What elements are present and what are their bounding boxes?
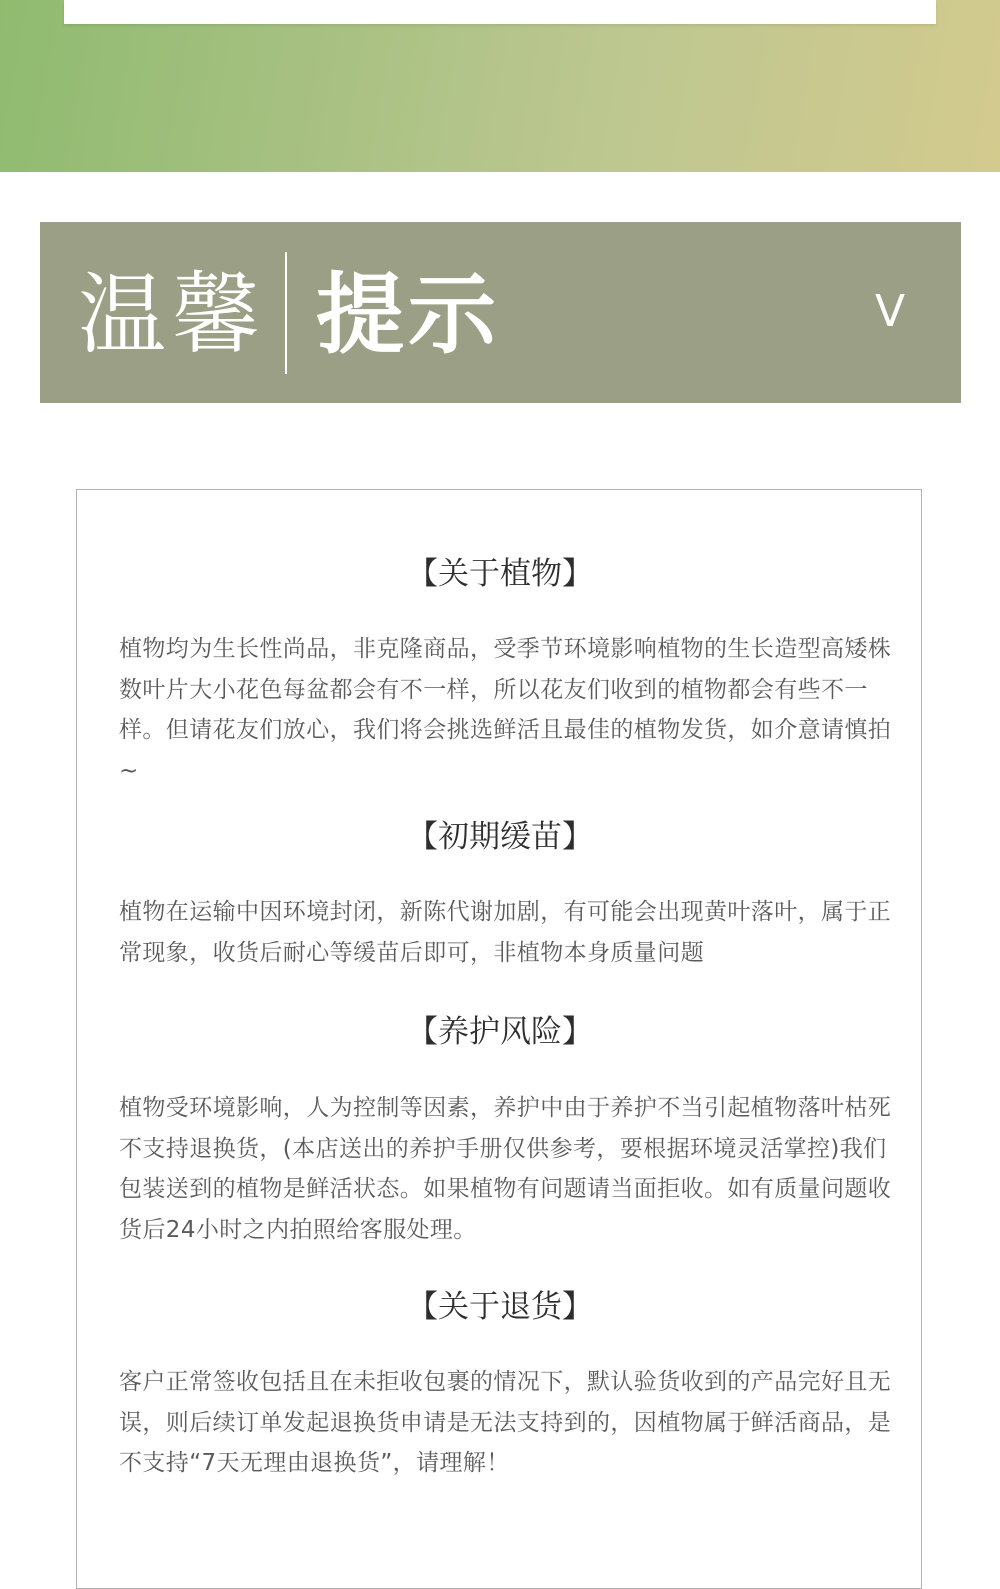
section-body-about-plants: 植物均为生长性尚品，非克隆商品，受季节环境影响植物的生长造型高矮株数叶片大小花色每盆都会有不一样，所以花友们收到的植物都会有些不一样。但请花友们放心，我们将会挑选鲜活且最佳的植物发货，如介意请慎拍~ [119, 636, 892, 784]
banner-divider [285, 252, 287, 374]
tips-banner [40, 222, 961, 403]
banner-mark: V [874, 286, 906, 337]
section-heading-care-risk: 【养护风险】 [407, 1014, 593, 1050]
section-body-returns: 客户正常签收包括且在未拒收包裹的情况下，默认验货收到的产品完好且无误，则后续订单发起退换货申请是无法支持到的，因植物属于鲜活商品，是不支持“7天无理由退换货”，请理解！ [119, 1369, 892, 1476]
section-heading-about-plants: 【关于植物】 [407, 556, 593, 592]
section-heading-acclimation: 【初期缓苗】 [407, 819, 593, 855]
section-heading-returns: 【关于退货】 [407, 1289, 593, 1325]
banner-title-left: 温馨 [78, 263, 267, 366]
top-gradient-band [0, 0, 1000, 172]
banner-title-right: 提示 [316, 263, 501, 366]
section-body-acclimation: 植物在运输中因环境封闭，新陈代谢加剧，有可能会出现黄叶落叶，属于正常现象，收货后耐心等缓苗后即可，非植物本身质量问题 [119, 899, 892, 966]
tips-content-box [76, 489, 922, 1589]
top-white-card [64, 0, 936, 24]
section-body-care-risk: 植物受环境影响，人为控制等因素，养护中由于养护不当引起植物落叶枯死不支持退换货，(本店送出的养护手册仅供参考，要根据环境灵活掌控)我们包装送到的植物是鲜活状态。如果植物有问题请当面拒收。如有质量问题收货后24小时之内拍照给客服处理。 [119, 1095, 892, 1243]
